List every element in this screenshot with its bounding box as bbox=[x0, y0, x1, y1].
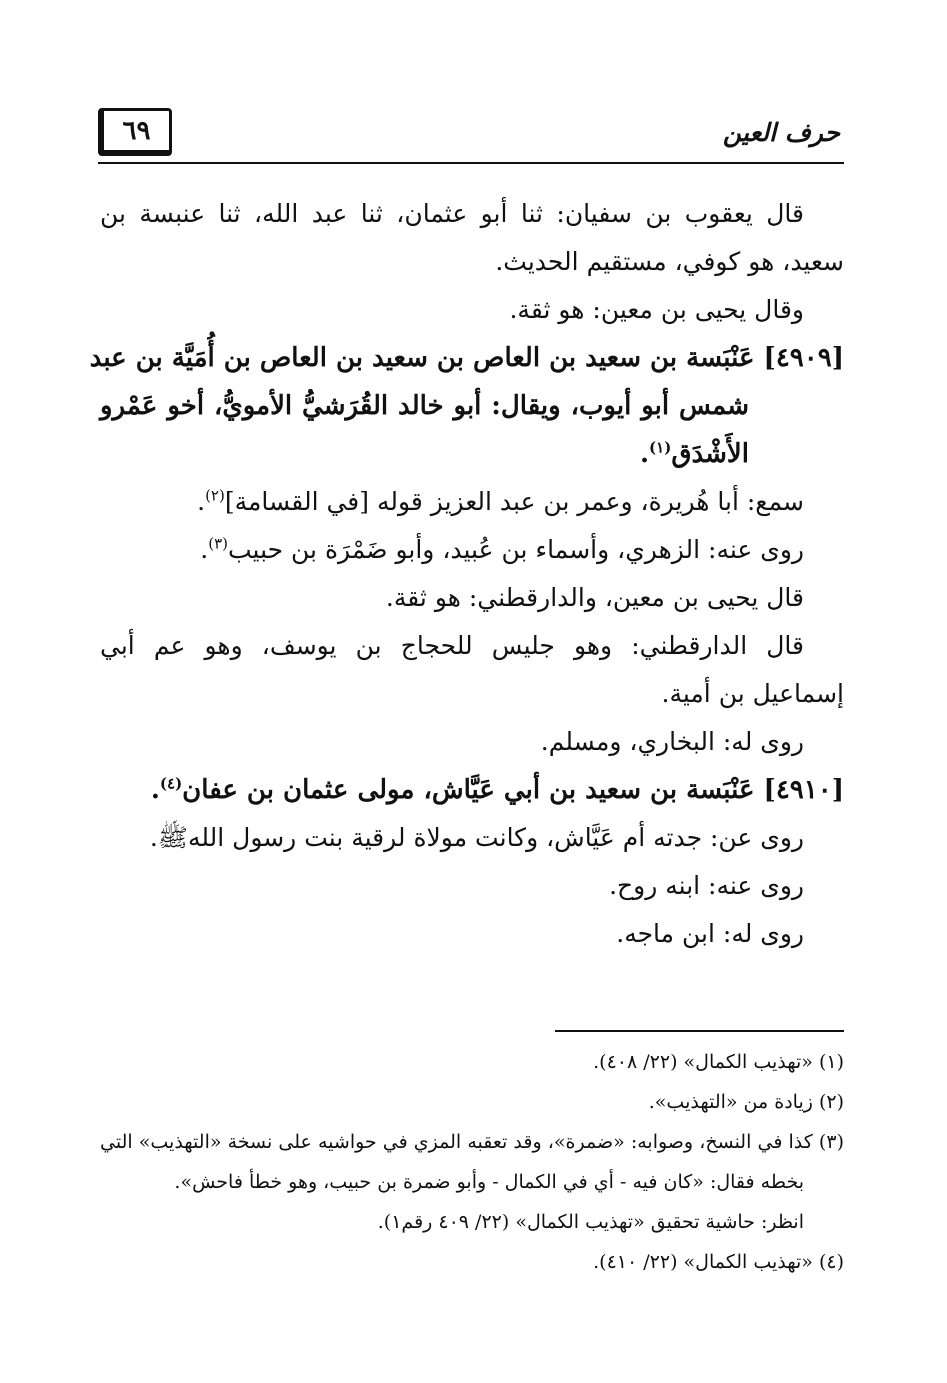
body-line: روى عن: جدته أم عَيَّاش، وكانت مولاة لرقية بنت رسول اللهﷺ. bbox=[149, 823, 804, 852]
footnote-ref[interactable]: (٣) bbox=[208, 534, 228, 553]
entry-heading-4909-end bbox=[100, 430, 844, 478]
footnote-2: (٢) زيادة من «التهذيب». bbox=[648, 1091, 844, 1113]
main-text bbox=[89, 190, 844, 958]
footnote-3-cont: انظر: حاشية تحقيق «تهذيب الكمال» (٢٢/ ٤٠٩ رقم١). bbox=[377, 1211, 804, 1233]
body-line: روى له: ابن ماجه. bbox=[616, 919, 804, 948]
footnote-4: (٤) «تهذيب الكمال» (٢٢/ ٤١٠). bbox=[593, 1251, 844, 1273]
footnote-3: (٣) كذا في النسخ، وصوابه: «ضمرة»، وقد تعقبه المزي في حواشيه على نسخة «التهذيب» التي bbox=[100, 1131, 844, 1153]
entry-name-text: [٤٩١٠] عَنْبَسة بن سعيد بن أبي عَيَّاش، مولى عثمان بن عفان bbox=[182, 775, 844, 805]
body-line bbox=[100, 526, 844, 574]
footnote-1: (١) «تهذيب الكمال» (٢٢/ ٤٠٨). bbox=[593, 1051, 844, 1073]
footnote-ref[interactable]: (٢) bbox=[205, 486, 225, 505]
body-text-span: سمع: أبا هُريرة، وعمر بن عبد العزيز قوله [في القسامة] bbox=[224, 487, 804, 516]
header-divider bbox=[98, 162, 844, 164]
punctuation: . bbox=[639, 439, 650, 469]
body-line: روى عنه: ابنه روح. bbox=[609, 871, 804, 900]
body-line: سعيد، هو كوفي، مستقيم الحديث. bbox=[495, 247, 844, 276]
body-line: قال يحيى بن معين، والدارقطني: هو ثقة. bbox=[385, 583, 804, 612]
body-line: وقال يحيى بن معين: هو ثقة. bbox=[509, 295, 804, 324]
body-line: قال الدارقطني: وهو جليس للحجاج بن يوسف، وهو عم أبي bbox=[100, 631, 804, 660]
entry-heading-4910 bbox=[100, 766, 844, 814]
footnote-ref[interactable]: (٤) bbox=[159, 774, 183, 793]
entry-name-text: الأَشْدَق bbox=[671, 439, 749, 469]
body-line: إسماعيل بن أمية. bbox=[661, 679, 844, 708]
punctuation: . bbox=[200, 535, 209, 564]
page-number: ٦٩ bbox=[122, 115, 151, 146]
body-text-span: روى عنه: الزهري، وأسماء بن عُبيد، وأبو ضَمْرَة بن حبيب bbox=[227, 535, 804, 564]
punctuation: . bbox=[150, 775, 160, 805]
footnote-3-cont: بخطه فقال: «كان فيه - أي في الكمال - وأبو ضمرة بن حبيب، وهو خطأ فاحش». bbox=[174, 1171, 804, 1193]
footnote-ref[interactable]: (١) bbox=[649, 438, 672, 457]
body-line bbox=[100, 478, 844, 526]
body-line: روى له: البخاري، ومسلم. bbox=[540, 727, 804, 756]
punctuation: . bbox=[197, 487, 206, 516]
footnote-divider bbox=[555, 1030, 844, 1032]
entry-heading-4909-cont: شمس أبو أيوب، ويقال: أبو خالد القُرَشيُّ الأمويُّ، أخو عَمْرو bbox=[100, 391, 749, 421]
running-header-title: حرف العين bbox=[722, 118, 840, 147]
footnotes-section bbox=[100, 1042, 844, 1282]
body-line: قال يعقوب بن سفيان: ثنا أبو عثمان، ثنا عبد الله، ثنا عنبسة بن bbox=[100, 199, 804, 228]
page-number-box bbox=[98, 108, 172, 156]
entry-heading-4909: [٤٩٠٩] عَنْبَسة بن سعيد بن العاص بن سعيد بن العاص بن أُمَيَّة بن عبد bbox=[89, 343, 844, 373]
